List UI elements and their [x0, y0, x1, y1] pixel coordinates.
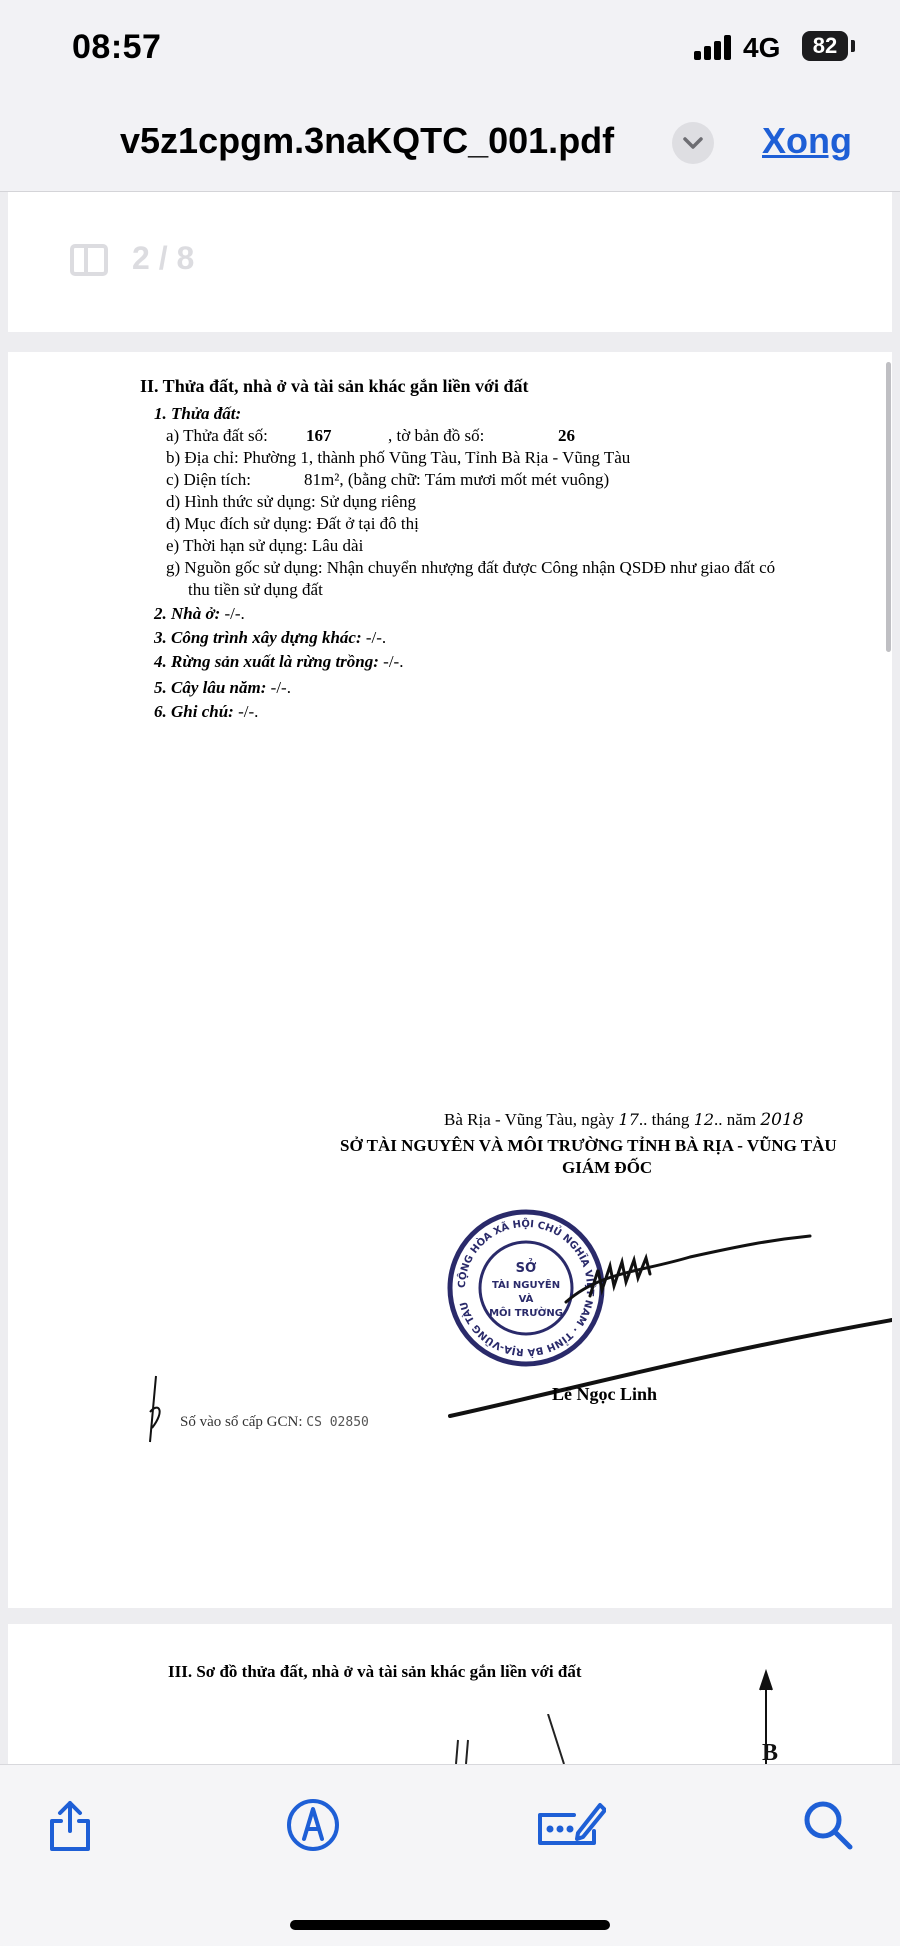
register-row — [180, 1414, 369, 1431]
status-time: 08:57 — [72, 28, 162, 66]
construction-value: -/-. — [365, 628, 387, 647]
origin-line-2: thu tiền sử dụng đất — [188, 580, 323, 599]
home-indicator[interactable] — [290, 1920, 610, 1930]
seal-center-2: TÀI NGUYÊN — [491, 1280, 561, 1291]
signer-position: GIÁM ĐỐC — [562, 1158, 653, 1177]
page-grid-icon — [70, 244, 108, 276]
page-indicator[interactable] — [70, 240, 200, 280]
seal-center-1: SỞ — [515, 1261, 537, 1276]
nav-bar — [0, 100, 900, 192]
usage-purpose-line: đ) Mục đích sử dụng: Đất ở tại đô thị — [166, 514, 419, 533]
date-month: 12 — [693, 1110, 715, 1129]
house-label: 2. Nhà ở: — [154, 604, 221, 623]
status-bar — [0, 0, 900, 100]
north-label: B — [762, 1740, 779, 1764]
date-year-label: năm — [726, 1110, 757, 1129]
area-label: c) Diện tích: — [166, 470, 251, 489]
issuing-agency: SỞ TÀI NGUYÊN VÀ MÔI TRƯỜNG TỈNH BÀ RỊA - VŨNG TÀU — [340, 1136, 837, 1155]
seal-center-3: VÀ — [518, 1294, 534, 1305]
construction-label: 3. Công trình xây dựng khác: — [154, 628, 362, 647]
battery-icon — [802, 31, 848, 61]
parcel-heading: 1. Thửa đất: — [154, 404, 242, 423]
area-value: 81m², (bằng chữ: Tám mươi mốt mét vuông) — [304, 470, 610, 489]
forest-value: -/-. — [383, 652, 404, 671]
bottom-toolbar — [0, 1764, 900, 1946]
scrollbar[interactable] — [886, 362, 891, 652]
notes-row — [154, 702, 258, 722]
house-value: -/-. — [224, 604, 245, 623]
document-title[interactable]: v5z1cpgm.3naKQTC_001.pdf — [120, 120, 615, 161]
network-type: 4G — [743, 32, 781, 63]
battery-level: 82 — [812, 33, 838, 58]
map-sheet-value: 26 — [558, 426, 575, 445]
trees-value: -/-. — [270, 678, 291, 697]
parcel-number-value: 167 — [306, 426, 332, 445]
parcel-sketch-lines — [448, 1714, 608, 1764]
usage-term-line: e) Thời hạn sử dụng: Lâu dài — [166, 536, 364, 555]
share-icon — [40, 1795, 100, 1855]
trees-label: 5. Cây lâu năm: — [154, 678, 267, 697]
signal-icon — [694, 34, 734, 60]
title-menu-button[interactable] — [672, 122, 714, 164]
date-year: 2018 — [760, 1110, 804, 1130]
register-label: Số vào sổ cấp GCN: — [180, 1414, 303, 1430]
date-month-label: tháng — [651, 1110, 690, 1129]
parcel-number-label: a) Thửa đất số: — [166, 426, 268, 445]
north-arrow — [748, 1668, 788, 1764]
signer-name: Lê Ngọc Linh — [552, 1384, 658, 1404]
search-button[interactable] — [798, 1795, 858, 1855]
annotate-button[interactable] — [534, 1795, 606, 1855]
seal-center-4: MÔI TRƯỜNG — [489, 1308, 563, 1319]
battery-tip — [851, 40, 855, 52]
seal-ring-text: CỘNG HÒA XÃ HỘI CHỦ NGHĨA VIỆT NAM · TỈNH BÀ RỊA-VŨNG TÀU — [456, 1218, 596, 1358]
origin-line-1: g) Nguồn gốc sử dụng: Nhận chuyển nhượng đất được Công nhận QSDĐ như giao đất có — [166, 558, 776, 577]
done-button[interactable]: Xong — [762, 120, 852, 161]
trees-row — [154, 678, 291, 698]
pdf-page-1 — [8, 192, 892, 332]
register-value: CS 02850 — [306, 1415, 369, 1430]
place-date-prefix: Bà Rịa - Vũng Tàu, ngày — [444, 1110, 615, 1129]
pdf-page-3 — [8, 1624, 892, 1764]
place-date-line: Bà Rịa - Vũng Tàu, ngày 17.. tháng 12.. năm 2018 — [444, 1110, 804, 1130]
official-seal — [450, 1212, 602, 1364]
share-button[interactable] — [40, 1795, 100, 1855]
chevron-down-icon — [672, 122, 714, 164]
usage-form-line: d) Hình thức sử dụng: Sử dụng riêng — [166, 492, 417, 511]
forest-label: 4. Rừng sản xuất là rừng trồng: — [154, 652, 379, 671]
seal-and-signature — [440, 1202, 892, 1442]
pdf-page-2 — [8, 352, 892, 1608]
initials-mark — [138, 1372, 168, 1446]
date-day: 17 — [618, 1110, 639, 1129]
page-indicator-label: 2 / 8 — [132, 240, 195, 276]
address-line: b) Địa chỉ: Phường 1, thành phố Vũng Tàu, Tỉnh Bà Rịa - Vũng Tàu — [166, 448, 631, 467]
markup-button[interactable] — [283, 1795, 343, 1855]
notes-value: -/-. — [238, 702, 259, 721]
map-sheet-label: , tờ bản đồ số: — [388, 426, 485, 445]
construction-row — [154, 628, 386, 648]
annotate-icon — [534, 1795, 606, 1855]
section-title: II. Thửa đất, nhà ở và tài sản khác gắn liền với đất — [140, 376, 529, 396]
search-icon — [798, 1795, 858, 1855]
notes-label: 6. Ghi chú: — [154, 702, 234, 721]
markup-icon — [283, 1795, 343, 1855]
forest-row — [154, 652, 403, 672]
section-3-title: III. Sơ đồ thửa đất, nhà ở và tài sản khác gắn liền với đất — [168, 1662, 582, 1681]
house-row — [154, 604, 245, 624]
